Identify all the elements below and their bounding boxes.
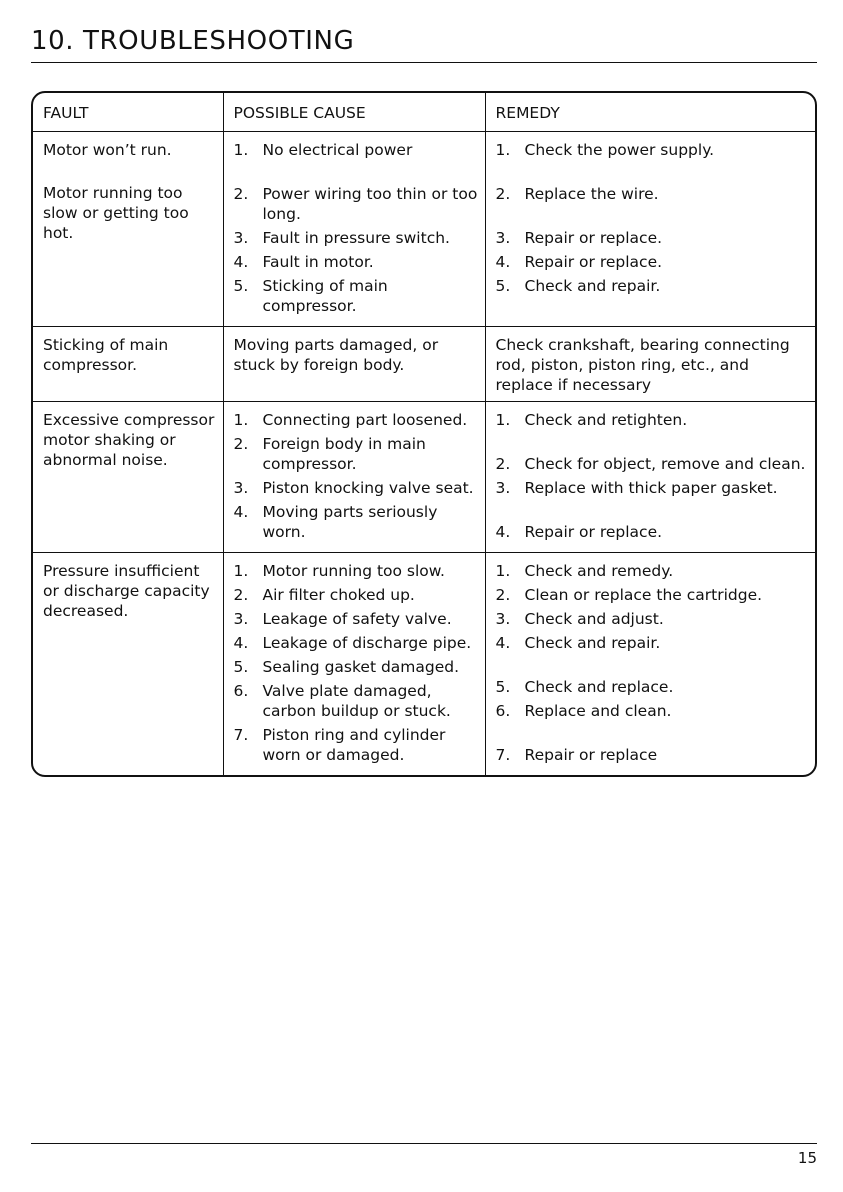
- list-item: 1. Motor running too slow.: [233, 561, 445, 580]
- fault-cell: [33, 552, 223, 775]
- list-item: 3. Leakage of safety valve.: [233, 609, 452, 628]
- title-divider: [31, 62, 817, 63]
- cause-cell: [223, 326, 485, 401]
- list-item: 5. Check and replace.: [495, 677, 674, 696]
- fault-cell: [33, 401, 223, 552]
- table-row: [33, 552, 815, 775]
- remedy-cell: [485, 552, 815, 775]
- list-item: 3. Piston knocking valve seat.: [233, 478, 474, 497]
- list-item: 6. Replace and clean.: [495, 701, 672, 720]
- fault-text: Pressure insufficient or discharge capacity decreased.: [43, 561, 210, 620]
- page-title: 10. TROUBLESHOOTING: [31, 26, 355, 56]
- list-item: 4. Leakage of discharge pipe.: [233, 633, 472, 652]
- cause-cell: [223, 552, 485, 775]
- fault-text: Sticking of main compressor.: [43, 335, 169, 374]
- list-item: 4. Repair or replace.: [495, 522, 663, 541]
- fault-text: Motor running too slow or getting too hot.: [43, 183, 189, 242]
- list-item: 1. Connecting part loosened.: [233, 410, 468, 429]
- list-item: 5. Sealing gasket damaged.: [233, 657, 460, 676]
- table-row: [33, 326, 815, 401]
- header-possible-cause: POSSIBLE CAUSE: [223, 93, 485, 131]
- header-remedy: REMEDY: [485, 93, 815, 131]
- remedy-text: Check crankshaft, bearing connecting rod, piston, piston ring, etc., and replace if necessary: [495, 335, 790, 394]
- list-item: 1. Check and retighten.: [495, 410, 688, 429]
- list-item: 3. Replace with thick paper gasket.: [495, 478, 778, 497]
- list-item: 2. Check for object, remove and clean.: [495, 454, 806, 473]
- list-item: 1. Check and remedy.: [495, 561, 674, 580]
- table-row: [33, 131, 815, 326]
- list-item: 1. No electrical power: [233, 140, 413, 159]
- troubleshooting-table-frame: [31, 91, 817, 777]
- list-item: 7. Repair or replace: [495, 745, 658, 764]
- page-number: 15: [797, 1149, 817, 1167]
- footer-divider: [31, 1143, 817, 1144]
- table-row: [33, 401, 815, 552]
- cause-cell: [223, 131, 485, 326]
- list-item: 2. Air filter choked up.: [233, 585, 415, 604]
- list-item: 4. Moving parts seriously worn.: [233, 502, 438, 541]
- list-item: 3. Repair or replace.: [495, 228, 663, 247]
- troubleshooting-table: [33, 93, 815, 775]
- list-item: 4. Fault in motor.: [233, 252, 374, 271]
- list-item: 3. Check and adjust.: [495, 609, 664, 628]
- cause-cell: [223, 401, 485, 552]
- list-item: 1. Check the power supply.: [495, 140, 715, 159]
- list-item: 4. Check and repair.: [495, 633, 661, 652]
- fault-text: Motor won’t run.: [43, 140, 172, 159]
- list-item: 5. Sticking of main compressor.: [233, 276, 388, 315]
- list-item: 6. Valve plate damaged, carbon buildup or stuck.: [233, 681, 451, 720]
- fault-cell: [33, 131, 223, 326]
- table-header-row: [33, 93, 815, 131]
- remedy-cell: [485, 131, 815, 326]
- list-item: 2. Replace the wire.: [495, 184, 659, 203]
- list-item: 7. Piston ring and cylinder worn or damaged.: [233, 725, 446, 764]
- list-item: 4. Repair or replace.: [495, 252, 663, 271]
- fault-cell: [33, 326, 223, 401]
- cause-text: Moving parts damaged, or stuck by foreign body.: [233, 335, 439, 374]
- list-item: 5. Check and repair.: [495, 276, 661, 295]
- list-item: 2. Clean or replace the cartridge.: [495, 585, 763, 604]
- remedy-cell: [485, 326, 815, 401]
- list-item: 2. Foreign body in main compressor.: [233, 434, 426, 473]
- fault-text: Excessive compressor motor shaking or abnormal noise.: [43, 410, 215, 469]
- header-fault: FAULT: [33, 93, 223, 131]
- list-item: 2. Power wiring too thin or too long.: [233, 184, 478, 223]
- remedy-cell: [485, 401, 815, 552]
- list-item: 3. Fault in pressure switch.: [233, 228, 450, 247]
